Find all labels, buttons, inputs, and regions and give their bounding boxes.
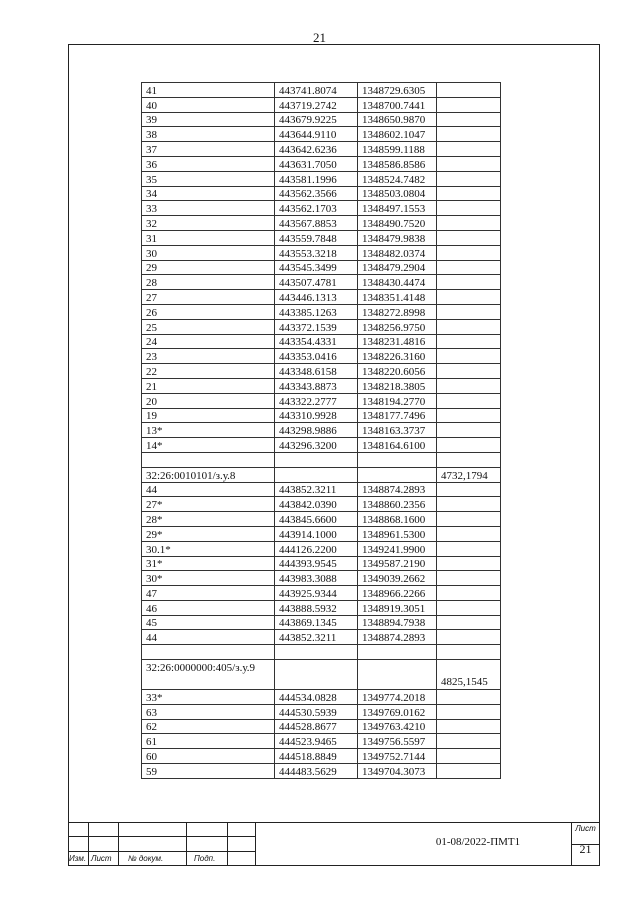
y-cell: 1348226.3160: [358, 349, 437, 364]
point-cell: 21: [142, 378, 275, 393]
table-row: [142, 497, 501, 512]
y-cell: 1349774.2018: [358, 690, 437, 705]
point-cell: 32: [142, 216, 275, 231]
table-row: [142, 304, 501, 319]
y-cell: 1348482.0374: [358, 245, 437, 260]
area-cell: [437, 378, 501, 393]
area-cell: [437, 497, 501, 512]
table-row: [142, 349, 501, 364]
x-cell: 443322.2777: [275, 393, 358, 408]
table-row: [142, 734, 501, 749]
area-cell: [437, 704, 501, 719]
area-cell: [437, 245, 501, 260]
x-cell: 443642.6236: [275, 142, 358, 157]
table-row: [142, 142, 501, 157]
y-cell: 1349587.2190: [358, 556, 437, 571]
table-row: [142, 690, 501, 705]
area-cell: [437, 83, 501, 98]
area-cell: [437, 230, 501, 245]
x-cell: 443310.9928: [275, 408, 358, 423]
y-cell: [358, 645, 437, 660]
y-cell: 1348256.9750: [358, 319, 437, 334]
stamp-label-change: Изм.: [69, 854, 87, 863]
point-cell: 30.1*: [142, 541, 275, 556]
point-cell: 60: [142, 749, 275, 764]
y-cell: 1349752.7144: [358, 749, 437, 764]
table-row: [142, 408, 501, 423]
point-cell: 44: [142, 482, 275, 497]
y-cell: 1348163.3737: [358, 423, 437, 438]
area-cell: [437, 319, 501, 334]
x-cell: 444530.5939: [275, 704, 358, 719]
table-row: [142, 378, 501, 393]
point-cell: 37: [142, 142, 275, 157]
area-cell: 4732,1794: [437, 467, 501, 482]
table-row: [142, 556, 501, 571]
table-row: [142, 482, 501, 497]
y-cell: 1348599.1188: [358, 142, 437, 157]
point-cell: 20: [142, 393, 275, 408]
x-cell: 443644.9110: [275, 127, 358, 142]
x-cell: 443562.3566: [275, 186, 358, 201]
x-cell: 443679.9225: [275, 112, 358, 127]
point-cell: 29*: [142, 526, 275, 541]
x-cell: 443446.1313: [275, 290, 358, 305]
stamp-label-doc: № докум.: [128, 854, 164, 863]
table-row: [142, 260, 501, 275]
x-cell: 443559.7848: [275, 230, 358, 245]
point-cell: 13*: [142, 423, 275, 438]
table-row: [142, 719, 501, 734]
point-cell: [142, 645, 275, 660]
area-cell: [437, 142, 501, 157]
y-cell: 1348194.2770: [358, 393, 437, 408]
point-cell: 14*: [142, 438, 275, 453]
area-cell: [437, 749, 501, 764]
x-cell: 443353.0416: [275, 349, 358, 364]
x-cell: 443842.0390: [275, 497, 358, 512]
table-row: [142, 467, 501, 482]
area-cell: 4825,1545: [437, 660, 501, 690]
x-cell: 443741.8074: [275, 83, 358, 98]
point-cell: 30*: [142, 571, 275, 586]
y-cell: 1349769.0162: [358, 704, 437, 719]
x-cell: 443845.6600: [275, 512, 358, 527]
point-cell: 35: [142, 171, 275, 186]
table-row: [142, 571, 501, 586]
y-cell: 1348602.1047: [358, 127, 437, 142]
y-cell: 1348524.7482: [358, 171, 437, 186]
table-row: [142, 201, 501, 216]
point-cell: 40: [142, 97, 275, 112]
page-number: 21: [313, 30, 326, 45]
y-cell: 1348650.9870: [358, 112, 437, 127]
point-cell: 61: [142, 734, 275, 749]
area-cell: [437, 630, 501, 645]
area-cell: [437, 364, 501, 379]
stamp-label-sign: Подп.: [194, 854, 216, 863]
x-cell: 443296.3200: [275, 438, 358, 453]
area-cell: [437, 171, 501, 186]
table-row: [142, 216, 501, 231]
x-cell: 443631.7050: [275, 156, 358, 171]
area-cell: [437, 127, 501, 142]
point-cell: 26: [142, 304, 275, 319]
y-cell: 1348220.6056: [358, 364, 437, 379]
table-row: [142, 704, 501, 719]
y-cell: 1348860.2356: [358, 497, 437, 512]
area-cell: [437, 512, 501, 527]
area-cell: [437, 290, 501, 305]
x-cell: 443553.3218: [275, 245, 358, 260]
table-row: [142, 275, 501, 290]
table-row: [142, 586, 501, 601]
x-cell: 444523.9465: [275, 734, 358, 749]
y-cell: 1348497.1553: [358, 201, 437, 216]
table-row: [142, 319, 501, 334]
point-cell: 32:26:0010101/з.у.8: [142, 467, 275, 482]
table-row: [142, 526, 501, 541]
point-cell: 39: [142, 112, 275, 127]
point-cell: 19: [142, 408, 275, 423]
point-cell: 34: [142, 186, 275, 201]
point-cell: 63: [142, 704, 275, 719]
stamp-label-sheet: Лист: [91, 854, 112, 863]
y-cell: 1348586.8586: [358, 156, 437, 171]
x-cell: [275, 660, 358, 690]
y-cell: 1349039.2662: [358, 571, 437, 586]
table-row: [142, 600, 501, 615]
area-cell: [437, 615, 501, 630]
point-cell: 38: [142, 127, 275, 142]
table-row: [142, 764, 501, 779]
table-row: [142, 127, 501, 142]
y-cell: 1348272.8998: [358, 304, 437, 319]
x-cell: 443852.3211: [275, 630, 358, 645]
y-cell: 1348874.2893: [358, 630, 437, 645]
point-cell: 47: [142, 586, 275, 601]
y-cell: 1348961.5300: [358, 526, 437, 541]
x-cell: [275, 645, 358, 660]
area-cell: [437, 112, 501, 127]
point-cell: 30: [142, 245, 275, 260]
area-cell: [437, 201, 501, 216]
x-cell: [275, 452, 358, 467]
y-cell: [358, 660, 437, 690]
x-cell: 443298.9886: [275, 423, 358, 438]
point-cell: [142, 452, 275, 467]
x-cell: 443888.5932: [275, 600, 358, 615]
table-row: [142, 156, 501, 171]
table-row: [142, 230, 501, 245]
table-row: [142, 541, 501, 556]
y-cell: 1348868.1600: [358, 512, 437, 527]
table-row: [142, 749, 501, 764]
x-cell: 443983.3088: [275, 571, 358, 586]
y-cell: 1349763.4210: [358, 719, 437, 734]
table-row: [142, 645, 501, 660]
y-cell: 1348177.7496: [358, 408, 437, 423]
x-cell: 443719.2742: [275, 97, 358, 112]
y-cell: 1348700.7441: [358, 97, 437, 112]
x-cell: 443914.1000: [275, 526, 358, 541]
x-cell: 444393.9545: [275, 556, 358, 571]
y-cell: 1348351.4148: [358, 290, 437, 305]
point-cell: 23: [142, 349, 275, 364]
point-cell: 28*: [142, 512, 275, 527]
x-cell: 443567.8853: [275, 216, 358, 231]
x-cell: 443869.1345: [275, 615, 358, 630]
table-row: [142, 245, 501, 260]
area-cell: [437, 216, 501, 231]
area-cell: [437, 349, 501, 364]
table-row: [142, 393, 501, 408]
table-row: [142, 438, 501, 453]
point-cell: 59: [142, 764, 275, 779]
y-cell: 1349704.3073: [358, 764, 437, 779]
table-row: [142, 290, 501, 305]
point-cell: 27*: [142, 497, 275, 512]
table-row: [142, 615, 501, 630]
area-cell: [437, 452, 501, 467]
x-cell: 443507.4781: [275, 275, 358, 290]
y-cell: 1348894.7938: [358, 615, 437, 630]
area-cell: [437, 334, 501, 349]
point-cell: 44: [142, 630, 275, 645]
x-cell: 443852.3211: [275, 482, 358, 497]
table-row: [142, 512, 501, 527]
area-cell: [437, 541, 501, 556]
sheet-number: 21: [579, 842, 592, 856]
point-cell: 29: [142, 260, 275, 275]
y-cell: 1348874.2893: [358, 482, 437, 497]
coordinates-table: [141, 82, 501, 779]
point-cell: 27: [142, 290, 275, 305]
area-cell: [437, 586, 501, 601]
point-cell: 25: [142, 319, 275, 334]
point-cell: 62: [142, 719, 275, 734]
y-cell: [358, 452, 437, 467]
table-row: [142, 186, 501, 201]
x-cell: 444528.8677: [275, 719, 358, 734]
y-cell: 1348231.4816: [358, 334, 437, 349]
point-cell: 31*: [142, 556, 275, 571]
y-cell: 1348729.6305: [358, 83, 437, 98]
area-cell: [437, 393, 501, 408]
point-cell: 31: [142, 230, 275, 245]
area-cell: [437, 526, 501, 541]
area-cell: [437, 438, 501, 453]
x-cell: 443581.1996: [275, 171, 358, 186]
table-row: [142, 171, 501, 186]
y-cell: 1348479.9838: [358, 230, 437, 245]
y-cell: 1348479.2904: [358, 260, 437, 275]
point-cell: 41: [142, 83, 275, 98]
table-row: [142, 112, 501, 127]
x-cell: 443545.3499: [275, 260, 358, 275]
table-row: [142, 660, 501, 690]
x-cell: 443343.8873: [275, 378, 358, 393]
x-cell: 444126.2200: [275, 541, 358, 556]
table-row: [142, 364, 501, 379]
area-cell: [437, 556, 501, 571]
y-cell: [358, 467, 437, 482]
point-cell: 36: [142, 156, 275, 171]
point-cell: 33: [142, 201, 275, 216]
y-cell: 1348966.2266: [358, 586, 437, 601]
area-cell: [437, 156, 501, 171]
area-cell: [437, 275, 501, 290]
point-cell: 46: [142, 600, 275, 615]
x-cell: 443348.6158: [275, 364, 358, 379]
point-cell: 45: [142, 615, 275, 630]
area-cell: [437, 764, 501, 779]
sheet-label: Лист: [575, 824, 596, 833]
x-cell: 443925.9344: [275, 586, 358, 601]
table-row: [142, 97, 501, 112]
x-cell: 444534.0828: [275, 690, 358, 705]
x-cell: 443385.1263: [275, 304, 358, 319]
table-row: [142, 452, 501, 467]
title-block: [68, 822, 600, 866]
y-cell: 1348430.4474: [358, 275, 437, 290]
y-cell: 1348490.7520: [358, 216, 437, 231]
y-cell: 1348503.0804: [358, 186, 437, 201]
y-cell: 1349756.5597: [358, 734, 437, 749]
x-cell: 443372.1539: [275, 319, 358, 334]
table-row: [142, 630, 501, 645]
document-code: 01-08/2022-ПМТ1: [435, 836, 521, 848]
area-cell: [437, 690, 501, 705]
area-cell: [437, 719, 501, 734]
area-cell: [437, 423, 501, 438]
y-cell: 1348218.3805: [358, 378, 437, 393]
x-cell: 444518.8849: [275, 749, 358, 764]
x-cell: [275, 467, 358, 482]
area-cell: [437, 645, 501, 660]
table-row: [142, 334, 501, 349]
area-cell: [437, 734, 501, 749]
area-cell: [437, 97, 501, 112]
area-cell: [437, 600, 501, 615]
x-cell: 444483.5629: [275, 764, 358, 779]
y-cell: 1349241.9900: [358, 541, 437, 556]
point-cell: 32:26:0000000:405/з.у.9: [142, 660, 275, 690]
x-cell: 443354.4331: [275, 334, 358, 349]
table-row: [142, 83, 501, 98]
area-cell: [437, 304, 501, 319]
area-cell: [437, 571, 501, 586]
point-cell: 24: [142, 334, 275, 349]
x-cell: 443562.1703: [275, 201, 358, 216]
y-cell: 1348164.6100: [358, 438, 437, 453]
area-cell: [437, 482, 501, 497]
table-row: [142, 423, 501, 438]
area-cell: [437, 186, 501, 201]
point-cell: 22: [142, 364, 275, 379]
y-cell: 1348919.3051: [358, 600, 437, 615]
point-cell: 33*: [142, 690, 275, 705]
area-cell: [437, 260, 501, 275]
point-cell: 28: [142, 275, 275, 290]
area-cell: [437, 408, 501, 423]
